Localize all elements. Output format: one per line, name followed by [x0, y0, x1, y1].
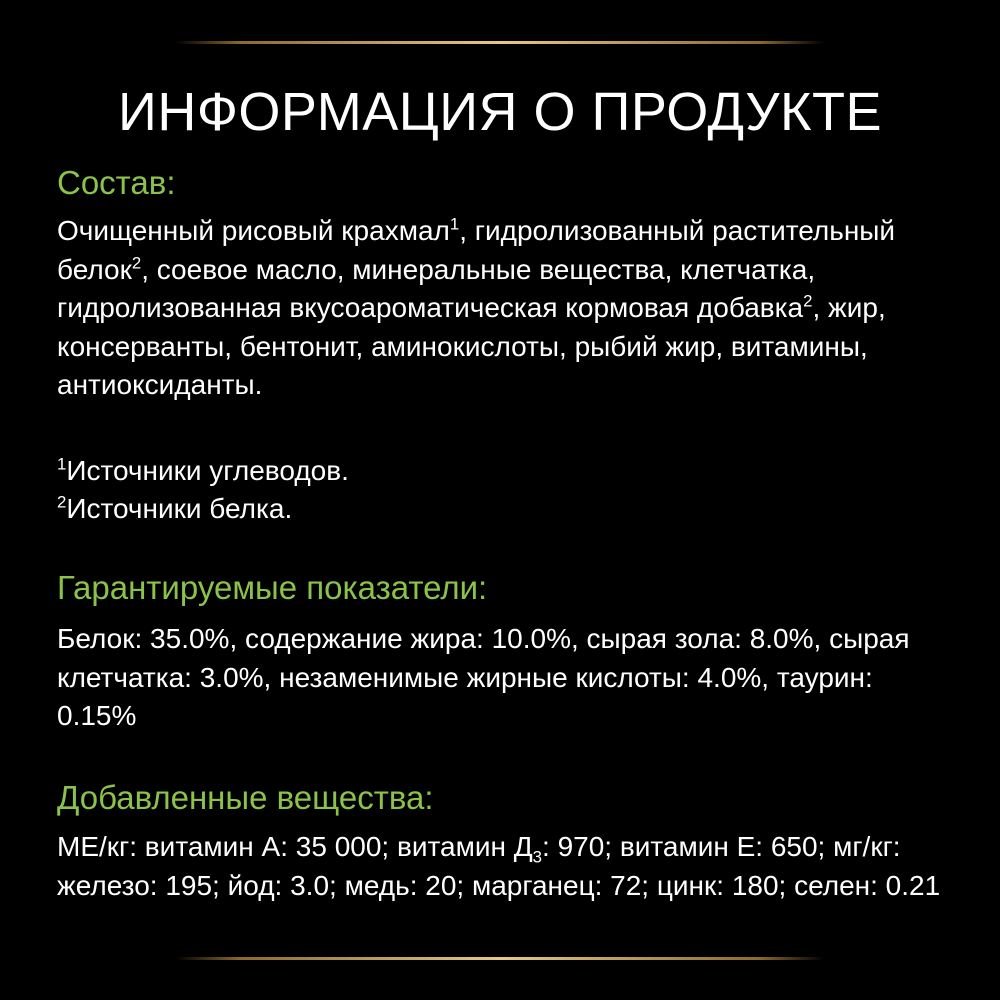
footnote-ref-2: 2 — [131, 253, 142, 273]
additives-text-part-2: : 970; витамин Е: 650; мг/кг: железо: 195; йод: 3.0; медь: 20; марганец: 72; цинк: 180; селен: 0.21 — [57, 831, 941, 901]
guaranteed-heading: Гарантируемые показатели: — [57, 569, 488, 606]
composition-heading: Состав: — [57, 164, 176, 201]
vitamin-d-subscript: 3 — [532, 847, 543, 867]
guaranteed-text: Белок: 35.0%, содержание жира: 10.0%, сырая зола: 8.0%, сырая клетчатка: 3.0%, незаменимые жирные кислоты: 4.0%, таурин: 0.15% — [57, 623, 910, 732]
composition-text — [57, 212, 957, 405]
additives-heading: Добавленные вещества: — [57, 779, 434, 816]
composition-text-part-3: , соевое масло, минеральные вещества, клетчатка, гидролизованная вкусоароматическая кормовая добавка — [57, 253, 816, 324]
additives-text — [57, 828, 957, 905]
footnote-2-text: Источники белка. — [66, 493, 293, 524]
footnote-1-mark: 1 — [57, 454, 67, 474]
top-gold-divider — [176, 41, 824, 44]
footnote-ref-1: 1 — [449, 214, 460, 234]
bottom-gold-divider — [176, 957, 824, 960]
composition-text-part-1: Очищенный рисовый крахмал — [57, 215, 450, 246]
footnote-1-text: Источники углеводов. — [66, 455, 349, 486]
footnote-1 — [57, 452, 957, 491]
additives-text-part-1: МЕ/кг: витамин А: 35 000; витамин Д — [57, 831, 533, 862]
composition-text-part-2: , гидролизованный растительный белок — [57, 215, 896, 285]
footnote-2 — [57, 490, 957, 529]
composition-text-part-4: , жир, консерванты, бентонит, аминокислоты, рыбий жир, витамины, антиоксиданты. — [57, 292, 886, 401]
page-title: ИНФОРМАЦИЯ О ПРОДУКТЕ — [118, 82, 882, 142]
footnote-2-mark: 2 — [57, 492, 67, 512]
footnote-ref-2b: 2 — [803, 291, 813, 311]
